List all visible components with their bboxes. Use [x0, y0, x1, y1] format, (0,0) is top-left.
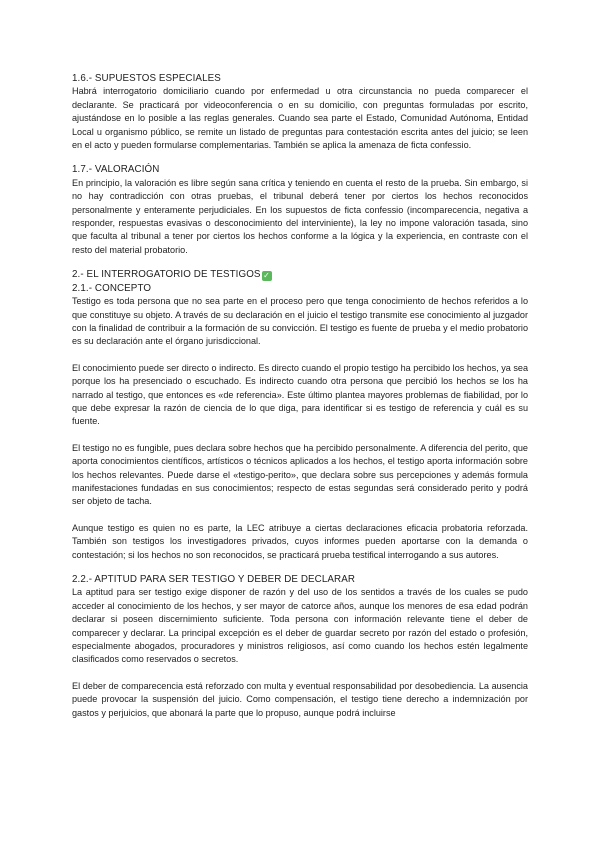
- paragraph: Aunque testigo es quien no es parte, la LEC atribuye a ciertas declaraciones eficacia probatoria reforzada. También son testigos los investigadores privados, cuyos informes pueden aportarse con la demanda o contestación; si los hechos no son reconocidos, se practicará prueba testifical interrogando a sus autores.: [72, 522, 528, 560]
- paragraph: Habrá interrogatorio domiciliario cuando por enfermedad u otra circunstancia no pueda comparecer el declarante. Se practicará por videoconferencia o en su domicilio, con preguntas formuladas por escrito, ajustándose en lo posible a las reglas generales. Cuando sea parte el Estado, Comunidad Autónoma, Entidad Local u organismo público, se remite un listado de preguntas para contestación escrita antes del juicio; se leen en el acto y pueden formularse complementarias. También se aplica la amenaza de ficta confessio.: [72, 86, 528, 151]
- section-2: [72, 268, 528, 562]
- subsection-heading: 2.1.- CONCEPTO: [72, 282, 152, 294]
- paragraph: El conocimiento puede ser directo o indirecto. Es directo cuando el propio testigo ha percibido los hechos, ya sea porque los ha presenciado o escuchado. Es indirecto cuando otra persona que percibió los hechos se los ha narrado al testigo, que entonces es «de referencia». Este último plantea mayores problemas de fiabilidad, por lo que debe expresar la razón de ciencia de lo que diga, para identificar si es testigo de referencia y cuál es su fuente.: [72, 362, 528, 427]
- section-heading: 1.7.- VALORACIÓN: [72, 164, 160, 176]
- section-heading-text: 2.- EL INTERROGATORIO DE TESTIGOS: [72, 269, 261, 281]
- paragraph: En principio, la valoración es libre según sana crítica y teniendo en cuenta el resto de la prueba. Sin embargo, si no hay contradicción con otras pruebas, el tribunal deberá tener por ciertos los hechos reconocidos personalmente y enteramente perjudiciales. En los supuestos de ficta confessio (incomparecencia, negativa a responder, respuestas evasivas o desconocimiento del interviniente), la ley no impone valoración tasada, sino que faculta al tribunal a tener por ciertos los hechos conforme a la lógica y la experiencia, en contraste con el resto del material probatorio.: [72, 177, 528, 255]
- section-heading: [72, 268, 528, 281]
- check-mark-icon: ✓: [263, 271, 270, 281]
- paragraph: La aptitud para ser testigo exige disponer de razón y del uso de los sentidos a través de los cuales se pudo acceder al conocimiento de los hechos, y ser mayor de catorce años, aunque los menores de esa edad podrán declarar si poseen discernimiento suficiente. Toda persona con información relevante tiene el deber de comparecer y declarar. La principal excepción es el deber de guardar secreto por razón del estado o profesión, especialmente abogados, procuradores y ministros religiosos, así como cuando los hechos estén legalmente clasificados como reservados o secretos.: [72, 587, 528, 665]
- section-2-2: [72, 573, 528, 720]
- section-1-6: [72, 72, 528, 152]
- paragraph: Testigo es toda persona que no sea parte en el proceso pero que tenga conocimiento de hechos referidos a lo que constituye su objeto. A través de su declaración en el juicio el testigo transmite ese conocimiento al juzgador con la finalidad de contribuir a la formación de su convicción. El testigo es fuente de prueba y el medio probatorio es su declaración ante el órgano jurisdiccional.: [72, 296, 528, 347]
- section-heading: 2.2.- APTITUD PARA SER TESTIGO Y DEBER DE DECLARAR: [72, 574, 356, 585]
- paragraph: El deber de comparecencia está reforzado con multa y eventual responsabilidad por desobediencia. La ausencia puede provocar la suspensión del juicio. Como compensación, el testigo tiene derecho a indemnización por gastos y perjuicios, que abonará la parte que lo propuso, aunque podrá incluirse: [72, 680, 528, 718]
- paragraph: El testigo no es fungible, pues declara sobre hechos que ha percibido personalmente. A diferencia del perito, que aporta conocimientos científicos, artísticos o técnicos aplicados a los hechos, el testigo aporta información sobre los hechos relevantes. Puede darse el «testigo-perito», que declara sobre sus percepciones y además formula manifestaciones fundadas en sus conocimientos; respecto de estas segundas será considerado perito y podrá ser objeto de tacha.: [72, 442, 528, 507]
- section-1-7: [72, 163, 528, 257]
- section-heading: 1.6.- SUPUESTOS ESPECIALES: [72, 73, 221, 84]
